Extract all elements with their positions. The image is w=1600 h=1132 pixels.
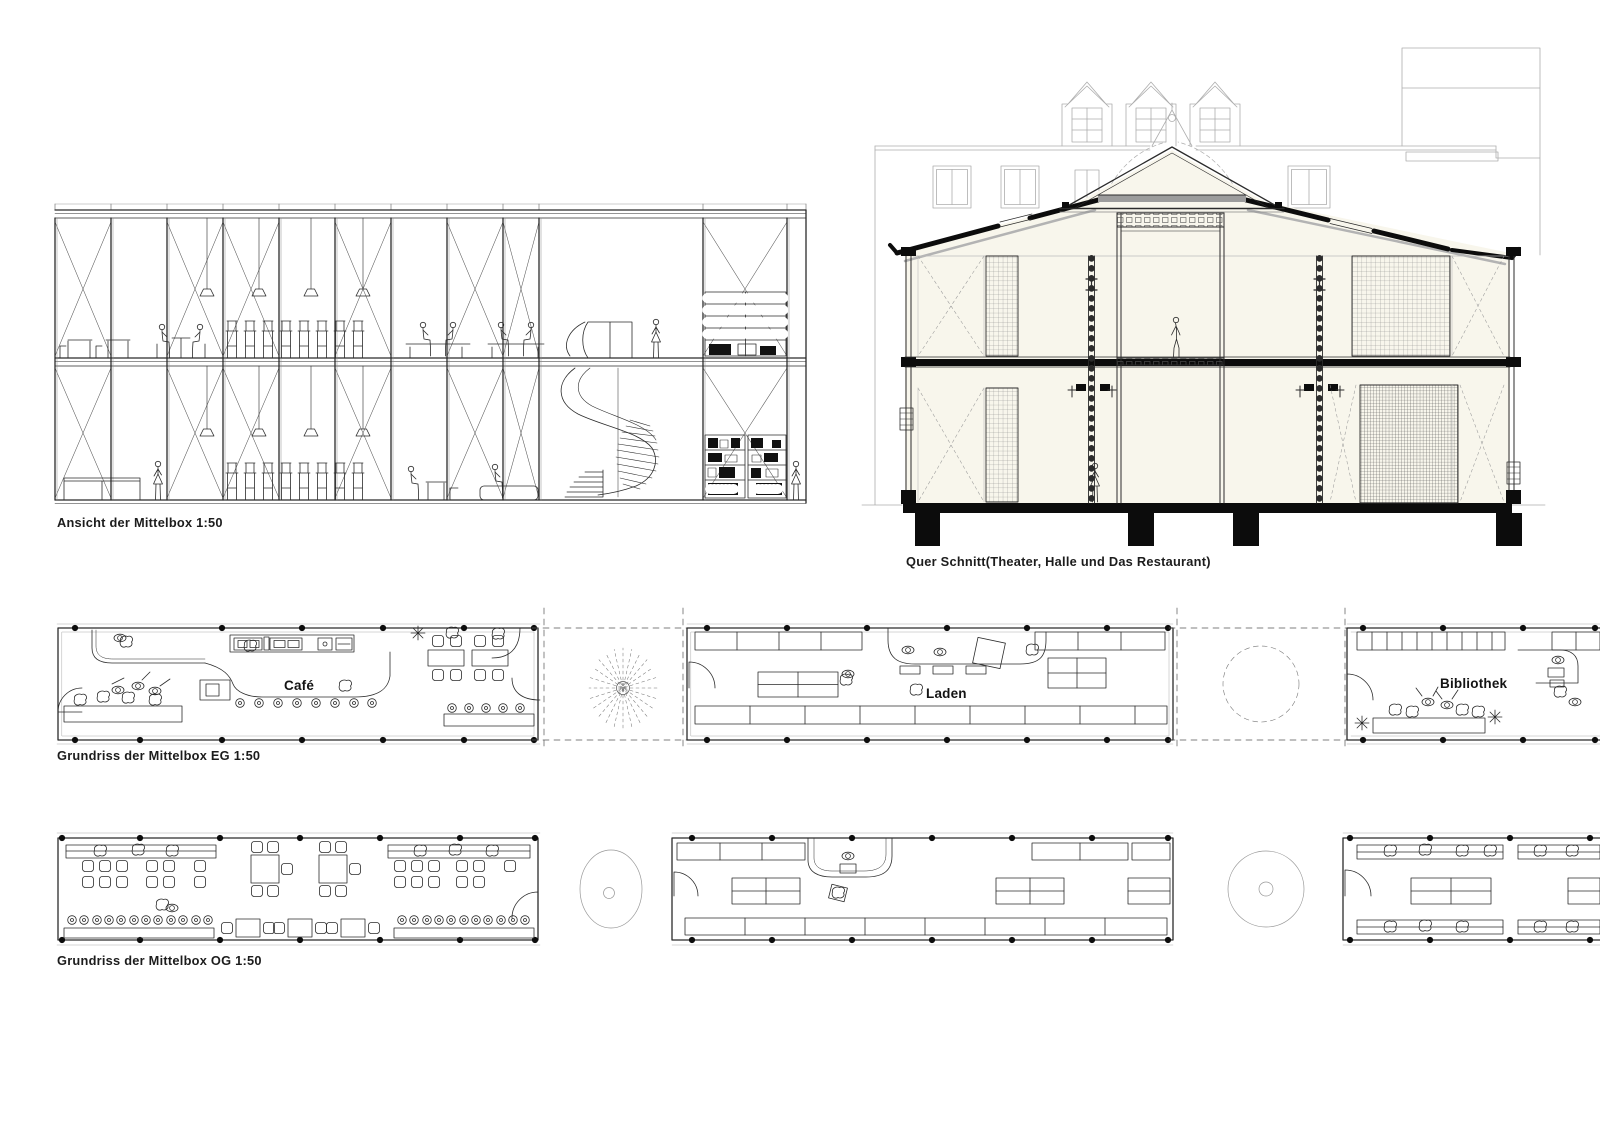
bookshelf-upper	[705, 292, 786, 356]
bibliothek-desk	[1518, 650, 1581, 706]
bookshelves-lower	[705, 435, 801, 500]
plan-eg-connector-2	[1169, 608, 1353, 750]
laden-shelves-bottom	[695, 706, 1167, 724]
door-arc	[512, 892, 538, 918]
door-arc	[1345, 870, 1371, 896]
door-arc	[674, 872, 698, 896]
elevation-caption: Ansicht der Mittelbox 1:50	[57, 515, 223, 530]
upper-stair-enclosure	[566, 322, 632, 358]
room-label-cafe: Café	[284, 678, 315, 693]
laden-checkout	[840, 628, 1046, 685]
section-caption: Quer Schnitt(Theater, Halle und Das Restaurant)	[906, 554, 1211, 569]
cafe-bar	[92, 630, 390, 707]
plan-og-right	[1343, 833, 1600, 945]
og-long-table-left	[66, 844, 216, 887]
og-long-table-right	[388, 844, 530, 887]
section-drawing	[862, 48, 1545, 546]
plan-og-middle	[672, 833, 1173, 945]
plan-eg-caption: Grundriss der Mittelbox EG 1:50	[57, 748, 261, 763]
og-shelves-top	[677, 843, 1170, 860]
door-arc	[1347, 674, 1373, 700]
og-counter-left	[64, 916, 214, 938]
og-mid-tables	[222, 919, 380, 937]
og-shelves-bottom	[685, 918, 1167, 935]
room-label-bibliothek: Bibliothek	[1440, 676, 1508, 691]
cafe-tables	[428, 627, 508, 680]
bibliothek-bench	[1355, 687, 1502, 733]
cafe-kitchen	[230, 635, 354, 652]
plan-eg-connector-1	[532, 608, 694, 750]
elevation-upper-furniture	[60, 218, 661, 358]
cafe-bench-right	[444, 704, 534, 726]
elevation-drawing	[55, 204, 806, 504]
laden-shelves-top	[695, 632, 1165, 650]
barstool-row-upper	[226, 321, 364, 358]
plan-og-restaurant	[57, 833, 540, 945]
plan-og-connector-1	[580, 850, 642, 928]
spiral-staircase	[561, 368, 659, 497]
plan-eg-laden	[687, 624, 1173, 744]
elevation-lower-furniture	[64, 366, 538, 500]
plan-og-connector-2	[1228, 851, 1304, 927]
barstool-row-lower	[226, 463, 364, 500]
door-arc	[58, 688, 82, 712]
og-right-tables-mid	[1411, 878, 1600, 904]
foundation-piers	[915, 513, 1522, 546]
cafe-bench-left	[64, 672, 182, 722]
spiral-stair-plan	[589, 648, 657, 728]
dormer-windows	[1062, 82, 1240, 146]
og-desk	[808, 838, 892, 902]
bibliothek-shelves-top	[1357, 632, 1600, 650]
og-right-tables-top	[1357, 844, 1600, 859]
og-right-tables-bottom	[1357, 920, 1600, 934]
og-display-tables	[732, 878, 1170, 904]
og-counter-right	[394, 916, 534, 938]
plan-og-caption: Grundriss der Mittelbox OG 1:50	[57, 953, 262, 968]
room-label-laden: Laden	[926, 686, 967, 701]
door-arc	[689, 662, 715, 688]
plan-og-row	[57, 833, 1600, 945]
